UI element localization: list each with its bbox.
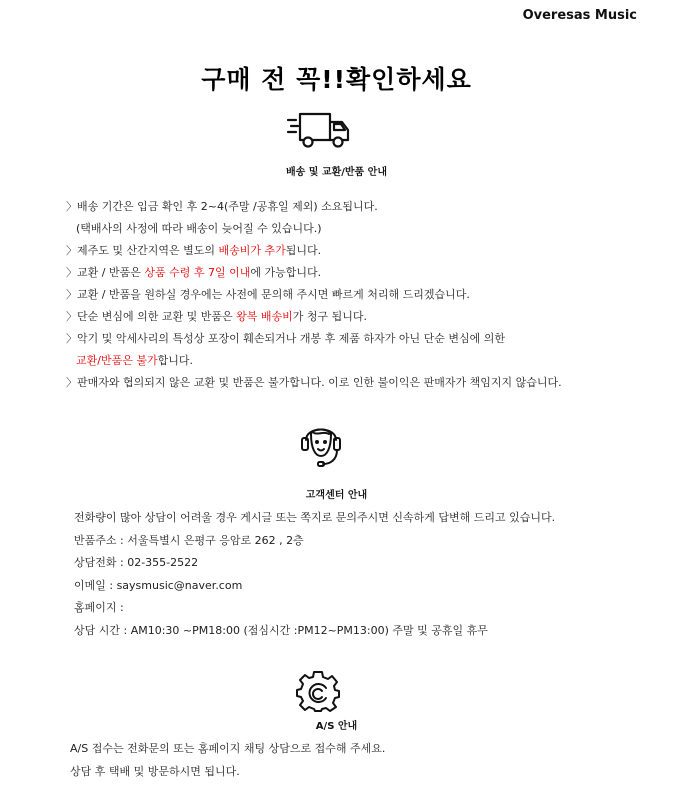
- delivery-item: 〉악기 및 악세사리의 특성상 포장이 훼손되거나 개봉 후 제품 하자가 아닌 단순 변심에 의한: [66, 332, 505, 345]
- delivery-item: 〉판매자와 협의되지 않은 교환 및 반품은 불가합니다. 이로 인한 불이익은 판매자가 책임지지 않습니다.: [66, 376, 562, 389]
- support-hours: 상담 시간 : AM10:30 ~PM18:00 (점심시간 :PM12~PM13:00) 주말 및 공휴일 휴무: [74, 623, 488, 637]
- delivery-item-text: 〉단순 변심에 의한 교환 및 반품은: [66, 310, 237, 323]
- delivery-item-text: 〉교환 / 반품은: [66, 266, 145, 279]
- delivery-item: (택배사의 사정에 따라 배송이 늦어질 수 있습니다.): [76, 222, 322, 235]
- support-email: 이메일 : saysmusic@naver.com: [74, 578, 243, 592]
- support-homepage: 홈페이지 :: [74, 601, 124, 614]
- delivery-item-highlight: 왕복 배송비: [236, 310, 293, 323]
- as-line: A/S 접수는 전화문의 또는 홈페이지 채팅 상담으로 접수해 주세요.: [70, 742, 386, 755]
- headset-icon: [298, 418, 344, 470]
- delivery-item: [66, 240, 562, 262]
- delivery-item: [66, 306, 562, 328]
- delivery-item-text: 합니다.: [157, 354, 193, 367]
- delivery-item: 〉교환 / 반품을 원하실 경우에는 사전에 문의해 주시면 빠르게 처리해 드리겠습니다.: [66, 288, 470, 301]
- delivery-item-text: 에 가능합니다.: [250, 266, 322, 279]
- delivery-item: [66, 350, 562, 372]
- delivery-item-text: 가 청구 됩니다.: [292, 310, 368, 323]
- delivery-item-text: 〉제주도 및 산간지역은 별도의: [66, 244, 219, 257]
- support-address: 반품주소 : 서울특별시 은평구 응암로 262 , 2층: [74, 533, 304, 547]
- support-phone: 상담전화 : 02-355-2522: [74, 556, 199, 569]
- support-info-list: [74, 507, 555, 642]
- delivery-item-text: 됩니다.: [285, 244, 322, 257]
- delivery-list: [66, 196, 562, 394]
- delivery-item-highlight: 상품 수령 후 7일 이내: [144, 266, 251, 279]
- delivery-item: 〉배송 기간은 입금 확인 후 2~4(주말 /공휴일 제외) 소요됩니다.: [66, 200, 378, 213]
- delivery-item-highlight: 교환/반품은 불가: [76, 354, 158, 367]
- page-title: 구매 전 꼭!!확인하세요: [201, 65, 472, 94]
- truck-icon: [286, 108, 352, 152]
- delivery-item-highlight: 배송비가 추가: [218, 244, 286, 257]
- support-heading: 고객센터 안내: [305, 490, 368, 501]
- gear-icon: [296, 670, 340, 712]
- support-line: 전화량이 많아 상담이 어려울 경우 게시글 또는 쪽지로 문의주시면 신속하게 답변해 드리고 있습니다.: [74, 511, 556, 524]
- as-line: 상담 후 택배 및 방문하시면 됩니다.: [70, 764, 240, 778]
- as-heading: A/S 안내: [315, 721, 358, 732]
- as-info-list: [70, 738, 385, 783]
- delivery-heading: 배송 및 교환/반품 안내: [285, 167, 388, 178]
- delivery-item: [66, 262, 562, 284]
- brand-name: Overesas Music: [522, 8, 637, 23]
